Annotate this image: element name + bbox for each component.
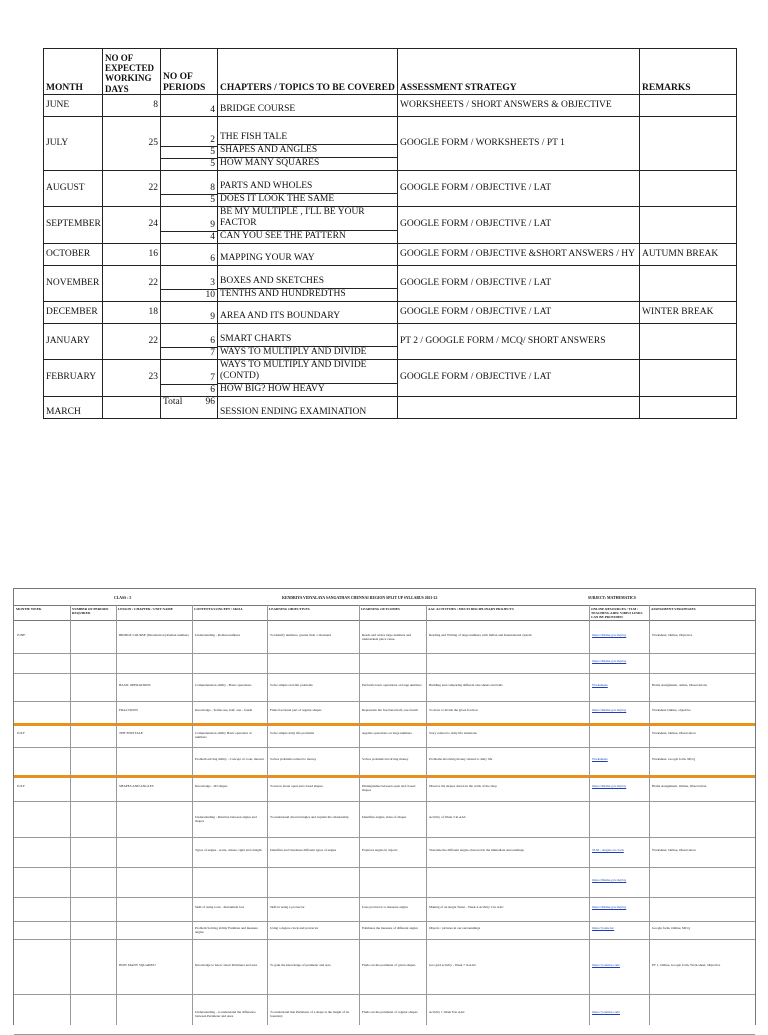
remarks-cell xyxy=(640,323,737,359)
sheet-cell-content: Understanding - to understand the difference between Perimeter and Area xyxy=(195,1010,256,1019)
sheet-row xyxy=(14,837,755,868)
sheet-cell-resource[interactable]: https://youtu.be/ xyxy=(592,926,615,930)
sheet-column-header: ONLINE RESOURCES / TLM / TEACHING AIDS/ VIDEO LINKS CAN BE PROVIDED xyxy=(591,607,643,620)
sheet-cell-activity: Problems involving money related to daily life xyxy=(429,757,493,761)
chapters-cell xyxy=(218,171,398,207)
sheet-cell-objective: To know about open and closed shapes xyxy=(270,784,323,788)
sheet-cell-resource: Worksheets xyxy=(592,683,608,687)
sheet-row xyxy=(14,897,755,922)
sheet-cell-assess: Google form, Online, MCQ xyxy=(652,926,690,930)
sheet-cell-resource[interactable]: https://diksha.gov.in/play xyxy=(592,878,627,882)
remarks-cell xyxy=(640,117,737,171)
chapters-cell xyxy=(218,207,398,244)
periods-value: 9 xyxy=(210,219,215,230)
sheet-cell-content: Understanding - Relation between angles and shapes xyxy=(195,815,257,824)
sheet-cell-resource[interactable]: https://youtube.com/ xyxy=(592,1010,620,1014)
sheet-column-divider xyxy=(70,605,71,1025)
periods-cell xyxy=(161,117,218,171)
remarks-cell xyxy=(640,95,737,117)
sheet-cell-content: Types of angles - acute, obtuse, right and straight xyxy=(195,848,262,852)
sheet-cell-objective: Solve simple daily life problems xyxy=(270,731,315,735)
chapters-cell xyxy=(218,117,398,171)
assessment-cell: WORKSHEETS / SHORT ANSWERS & OBJECTIVE xyxy=(398,95,640,117)
plan-row xyxy=(44,117,737,171)
periods-value: 7 xyxy=(210,372,215,383)
assessment-cell: GOOGLE FORM / OBJECTIVE / LAT xyxy=(398,207,640,244)
sheet-column-divider xyxy=(589,605,590,1025)
days-cell: 23 xyxy=(103,359,161,396)
sheet-column-header: ASSESSMENT STRATEGIES xyxy=(651,607,696,611)
chapter-name: CAN YOU SEE THE PATTERN xyxy=(218,230,397,243)
sheet-cell-outcome: Finds out the perimeter of regular shapes xyxy=(362,1010,418,1014)
sheet-cell-assess: Worksheet, Online, Observation xyxy=(652,848,696,852)
sheet-cell-resource[interactable]: https://diksha.gov.in/play xyxy=(592,905,627,909)
sheet-cell-content: Comprehension ability - Basic operations xyxy=(195,683,252,687)
assessment-cell: GOOGLE FORM / OBJECTIVE / LAT xyxy=(398,265,640,301)
sheet-column-divider xyxy=(426,605,427,1025)
chapter-name: DOES IT LOOK THE SAME xyxy=(218,193,397,206)
sheet-cell-outcome: Applies operations on large numbers xyxy=(362,731,412,735)
chapter-name: WAYS TO MULTIPLY AND DIVIDE (CONTD) xyxy=(220,359,367,381)
sheet-row xyxy=(14,994,755,1035)
month-cell: FEBRUARY xyxy=(44,359,103,396)
periods-value: 6 xyxy=(210,253,215,264)
periods-cell xyxy=(161,301,218,323)
month-cell: JUNE xyxy=(44,95,103,117)
sheet-cell-content: Knowledge to know about Perimeter and area xyxy=(195,962,258,967)
chapter-name: SHAPES AND ANGLES xyxy=(218,144,397,157)
month-cell: JANUARY xyxy=(44,323,103,359)
month-cell: AUGUST xyxy=(44,171,103,207)
header-remarks: REMARKS xyxy=(640,49,737,95)
chapters-cell xyxy=(218,359,398,396)
header-days: NO OF EXPECTED WORKING DAYS xyxy=(103,49,161,95)
chapter-name: BOXES AND SKETCHES xyxy=(220,275,324,286)
sheet-cell-objective: Solves problems related to money xyxy=(270,757,317,761)
sheet-cell-resource[interactable]: https://diksha.gov.in/play xyxy=(592,708,627,712)
remarks-cell: AUTUMN BREAK xyxy=(640,243,737,265)
sheet-cell-resource[interactable]: https://diksha.gov.in/play xyxy=(592,784,627,788)
sheet-column-divider xyxy=(116,605,117,1025)
sheet-cell-activity: Activity of Week 3 in AAC xyxy=(429,815,467,819)
periods-value: 5 xyxy=(161,194,217,206)
sheet-column-divider xyxy=(649,605,650,1025)
sheet-column-header: CONTENTS/CONCEPT / SKILL xyxy=(194,607,244,611)
sheet-column-divider xyxy=(359,605,360,1025)
chapters-cell xyxy=(218,243,398,265)
plan-row xyxy=(44,301,737,323)
sheet-cell-chapter: HOW MANY SQUARES? xyxy=(119,962,156,967)
plan-row xyxy=(44,95,737,117)
remarks-cell xyxy=(640,396,737,418)
total-cell xyxy=(161,396,218,418)
month-cell: JULY xyxy=(44,117,103,171)
plan-header-row xyxy=(44,49,737,95)
periods-value: 4 xyxy=(161,231,217,243)
sheet-cell-resource: Worksheets xyxy=(592,757,608,761)
assessment-cell xyxy=(398,396,640,418)
chapter-name: TENTHS AND HUNDREDTHS xyxy=(218,288,397,301)
days-cell: 16 xyxy=(103,243,161,265)
month-cell: OCTOBER xyxy=(44,243,103,265)
sheet-cell-assess: Worksheet Online, objective xyxy=(652,708,691,712)
header-month: MONTH xyxy=(44,49,103,95)
periods-value: 6 xyxy=(210,335,215,346)
chapters-cell xyxy=(218,265,398,301)
days-cell: 18 xyxy=(103,301,161,323)
remarks-cell xyxy=(640,359,737,396)
periods-value: 7 xyxy=(161,347,217,359)
plan-row xyxy=(44,207,737,244)
chapter-name: AREA AND ITS BOUNDARY xyxy=(220,310,341,321)
sheet-cell-objective: Finds fractional part of regular shapes xyxy=(270,708,322,712)
periods-cell xyxy=(161,323,218,359)
plan-row xyxy=(44,323,737,359)
periods-cell xyxy=(161,359,218,396)
sheet-cell-objective: To understand that Perimeter of a shape is the length of its boundary xyxy=(270,1010,349,1019)
sheet-cell-activity: Reading and Writing of large numbers with Indian and International system xyxy=(429,632,532,637)
sheet-cell-activity: Geo grid activity - Week 7 in AAC xyxy=(429,962,477,967)
sheet-row xyxy=(14,775,755,802)
sheet-column-divider xyxy=(192,605,193,1025)
sheet-cell-outcome: Explores angles in objects xyxy=(362,848,398,852)
days-cell: 22 xyxy=(103,171,161,207)
chapters-cell xyxy=(218,323,398,359)
sheet-cell-activity: Making of an Angle Tester - Week 4 Activity 2 in AAC xyxy=(429,905,504,909)
periods-value: 6 xyxy=(161,384,217,396)
sheet-cell-objective: To identify numbers, greater than 1 thousand xyxy=(270,632,331,637)
sheet-cell-outcome: Solves problems involving money xyxy=(362,757,409,761)
assessment-cell: PT 2 / GOOGLE FORM / MCQ/ SHORT ANSWERS xyxy=(398,323,640,359)
remarks-cell xyxy=(640,265,737,301)
remarks-cell: WINTER BREAK xyxy=(640,301,737,323)
sheet-row xyxy=(14,620,755,654)
assessment-cell: GOOGLE FORM / OBJECTIVE / LAT xyxy=(398,171,640,207)
sheet-cell-resource[interactable]: https://diksha.gov.in/play xyxy=(592,632,627,637)
periods-cell xyxy=(161,95,218,117)
chapters-cell xyxy=(218,95,398,117)
split-up-syllabus-sheet xyxy=(13,588,756,1025)
days-cell xyxy=(103,396,161,418)
sheet-cell-chapter: FRACTIONS xyxy=(119,708,138,712)
sheet-subject: SUBJECT: MATHEMATICS xyxy=(588,596,636,600)
periods-value: 5 xyxy=(161,146,217,158)
sheet-cell-outcome: Reads and writes large numbers and understands place value. xyxy=(362,632,411,641)
sheet-cell-activity: Building and comparing different size sheets and balls xyxy=(429,683,503,687)
sheet-cell-activity: To draw to divide the given fraction xyxy=(429,708,478,712)
chapter-name: SMART CHARTS xyxy=(220,333,292,344)
chapter-name: BRIDGE COURSE xyxy=(220,104,296,115)
sheet-cell-chapter: SHAPES AND ANGLES xyxy=(119,784,154,788)
chapter-name: HOW BIG? HOW HEAVY xyxy=(218,383,397,396)
syllabus-plan-table xyxy=(43,48,737,419)
sheet-row xyxy=(14,723,755,748)
periods-cell xyxy=(161,171,218,207)
sheet-cell-month: JULY xyxy=(17,731,25,735)
sheet-cell-outcome: Identifies angles, sides of shapes xyxy=(362,815,407,819)
sheet-cell-activity: Visualize the different angles observed in the immediate surroundings xyxy=(429,848,524,852)
sheet-cell-activity: Observe the shapes drawn in the walls of the shop xyxy=(429,784,497,788)
sheet-cell-content: Understanding - Roman numbers xyxy=(195,632,241,637)
sheet-cell-outcome: Performs basic operations on large numbers xyxy=(362,683,422,687)
sheet-cell-chapter: BRIDGE COURSE (Introduction) Roman numbers xyxy=(119,632,189,637)
days-cell: 22 xyxy=(103,323,161,359)
periods-value: 3 xyxy=(210,277,215,288)
sheet-row xyxy=(14,747,755,778)
sheet-cell-content: Problem solving ability - Concept of, loan, interest xyxy=(195,757,264,761)
chapter-name: HOW MANY SQUARES xyxy=(218,157,397,170)
sheet-row xyxy=(14,867,755,898)
sheet-cell-assess: PT 1, Online, Google form, Work sheet, Objective xyxy=(652,962,721,967)
periods-value: 10 xyxy=(161,289,217,301)
sheet-cell-outcome: Represents the fractional half, one-fourth xyxy=(362,708,418,712)
sheet-cell-objective: Solve simple real-life problems xyxy=(270,683,313,687)
chapter-name: BE MY MULTIPLE , I'LL BE YOUR FACTOR xyxy=(220,207,365,228)
assessment-cell: GOOGLE FORM / OBJECTIVE / LAT xyxy=(398,359,640,396)
assessment-cell: GOOGLE FORM / OBJECTIVE &SHORT ANSWERS / HY xyxy=(398,243,640,265)
periods-cell xyxy=(161,207,218,244)
sheet-column-header: NUMBER OF PERIODS REQUIRED xyxy=(72,607,109,616)
month-cell: NOVEMBER xyxy=(44,265,103,301)
sheet-cell-outcome: Distinguishes between open and closed shapes xyxy=(362,784,416,793)
chapters-cell xyxy=(218,301,398,323)
periods-cell xyxy=(161,265,218,301)
sheet-cell-resource[interactable]: https://youtube.com/ xyxy=(592,962,620,967)
sheet-cell-content: Skill of using tools - Instrument box xyxy=(195,905,245,909)
total-value: 96 xyxy=(205,396,215,407)
sheet-column-header: MONTH/ WEEK xyxy=(16,607,42,611)
chapters-cell: SESSION ENDING EXAMINATION xyxy=(218,396,398,418)
sheet-cell-assess: Home Assignment, Online, Observation xyxy=(652,784,707,788)
sheet-cell-objective: To gain the knowledge of perimeter and area xyxy=(270,962,331,967)
days-cell: 22 xyxy=(103,265,161,301)
sheet-title-bar xyxy=(14,589,755,606)
days-cell: 25 xyxy=(103,117,161,171)
sheet-cell-month: JUNE xyxy=(17,632,26,637)
periods-value: 2 xyxy=(210,135,215,146)
plan-row xyxy=(44,359,737,396)
sheet-class-label: CLASS : 5 xyxy=(114,596,132,600)
sheet-cell-outcome: Finds out the perimeter of given shapes xyxy=(362,962,416,967)
sheet-cell-outcome: Uses protractor to measure angles xyxy=(362,905,408,909)
sheet-cell-objective: Using a degree clock and protractor xyxy=(270,926,319,930)
header-chapters: CHAPTERS / TOPICS TO BE COVERED xyxy=(218,49,398,95)
periods-value: 4 xyxy=(210,105,215,116)
plan-row xyxy=(44,265,737,301)
sheet-cell-assess: Worksheet, Google form, MCQ xyxy=(652,757,695,761)
sheet-cell-content: Knowledge - 2D shapes xyxy=(195,784,228,788)
month-cell: DECEMBER xyxy=(44,301,103,323)
chapter-name: THE FISH TALE xyxy=(220,132,288,143)
sheet-cell-chapter: BASIC OPERATIONS xyxy=(119,683,151,687)
assessment-cell: GOOGLE FORM / WORKSHEETS / PT 1 xyxy=(398,117,640,171)
chapter-name: WAYS TO MULTIPLY AND DIVIDE xyxy=(218,346,397,359)
periods-value: 8 xyxy=(210,183,215,194)
sheet-cell-assess: Home Assignment, online, Observations xyxy=(652,683,707,687)
chapter-name: MAPPING YOUR WAY xyxy=(220,252,315,263)
sheet-cell-activity: Objects / pictures in our surroundings xyxy=(429,926,481,930)
sheet-cell-content: Knowledge - Terms one, half, one - fourth xyxy=(195,708,253,712)
days-cell: 8 xyxy=(103,95,161,117)
total-label: Total xyxy=(163,396,183,407)
sheet-row xyxy=(14,653,755,674)
sheet-cell-content: Problem Solving ability Estimate and measure angles xyxy=(195,926,258,935)
periods-value: 9 xyxy=(210,311,215,322)
sheet-row xyxy=(14,921,755,940)
sheet-column-divider xyxy=(267,605,268,1025)
sheet-cell-resource: TLM - Angles on clock xyxy=(592,848,624,852)
sheet-header-row xyxy=(14,605,755,621)
sheet-title: KENDRIYA VIDYALAYA SANGATHAN CHENNAI REGION SPLIT UP SYLLABUS 2021-22 xyxy=(282,596,438,600)
remarks-cell xyxy=(640,207,737,244)
plan-row-final xyxy=(44,396,737,418)
sheet-row xyxy=(14,801,755,838)
assessment-cell: GOOGLE FORM / OBJECTIVE / LAT xyxy=(398,301,640,323)
sheet-row xyxy=(14,673,755,702)
sheet-cell-resource[interactable]: https://diksha.gov.in/play xyxy=(592,659,627,663)
sheet-cell-objective: To understand about triangles and explain the relationship xyxy=(270,815,349,819)
sheet-row xyxy=(14,939,755,995)
chapter-name: PARTS AND WHOLES xyxy=(220,181,313,192)
sheet-cell-assess: Worksheet, Online, Objective xyxy=(652,632,693,637)
periods-value: 5 xyxy=(161,158,217,170)
sheet-cell-month: JULY xyxy=(17,784,25,788)
month-cell: SEPTEMBER xyxy=(44,207,103,244)
sheet-cell-content: Comprehension ability Basic operation of numbers xyxy=(195,731,252,740)
periods-cell xyxy=(161,243,218,265)
plan-row xyxy=(44,243,737,265)
month-cell: MARCH xyxy=(44,396,103,418)
sheet-column-header: LEARNING OUTCOMES xyxy=(361,607,400,611)
plan-row xyxy=(44,171,737,207)
days-cell: 24 xyxy=(103,207,161,244)
sheet-cell-outcome: Estimates the measure of different angles xyxy=(362,926,418,930)
sheet-cell-assess: Worksheet, Online, Observation xyxy=(652,731,696,735)
sheet-column-header: LESSON / CHAPTER / UNIT NAME xyxy=(118,607,173,611)
sheet-cell-chapter: THE FISH TALE xyxy=(119,731,143,735)
sheet-column-header: LEARNING OBJECTIVES xyxy=(269,607,310,611)
sheet-cell-objective: Identifies and visualises different types of angles xyxy=(270,848,337,852)
header-periods: NO OF PERIODS xyxy=(161,49,218,95)
sheet-cell-activity: Activity 1 Week 8 in AAC xyxy=(429,1010,465,1014)
remarks-cell xyxy=(640,171,737,207)
header-assessment: ASSESSMENT STRATEGY xyxy=(398,49,640,95)
sheet-cell-objective: Skill in using a protractor xyxy=(270,905,305,909)
sheet-column-header: AAC ACTIVITIES / MULTI DISCIPLINARY PROJECTS xyxy=(428,607,514,611)
sheet-cell-activity: Story related to daily life situations xyxy=(429,731,477,735)
